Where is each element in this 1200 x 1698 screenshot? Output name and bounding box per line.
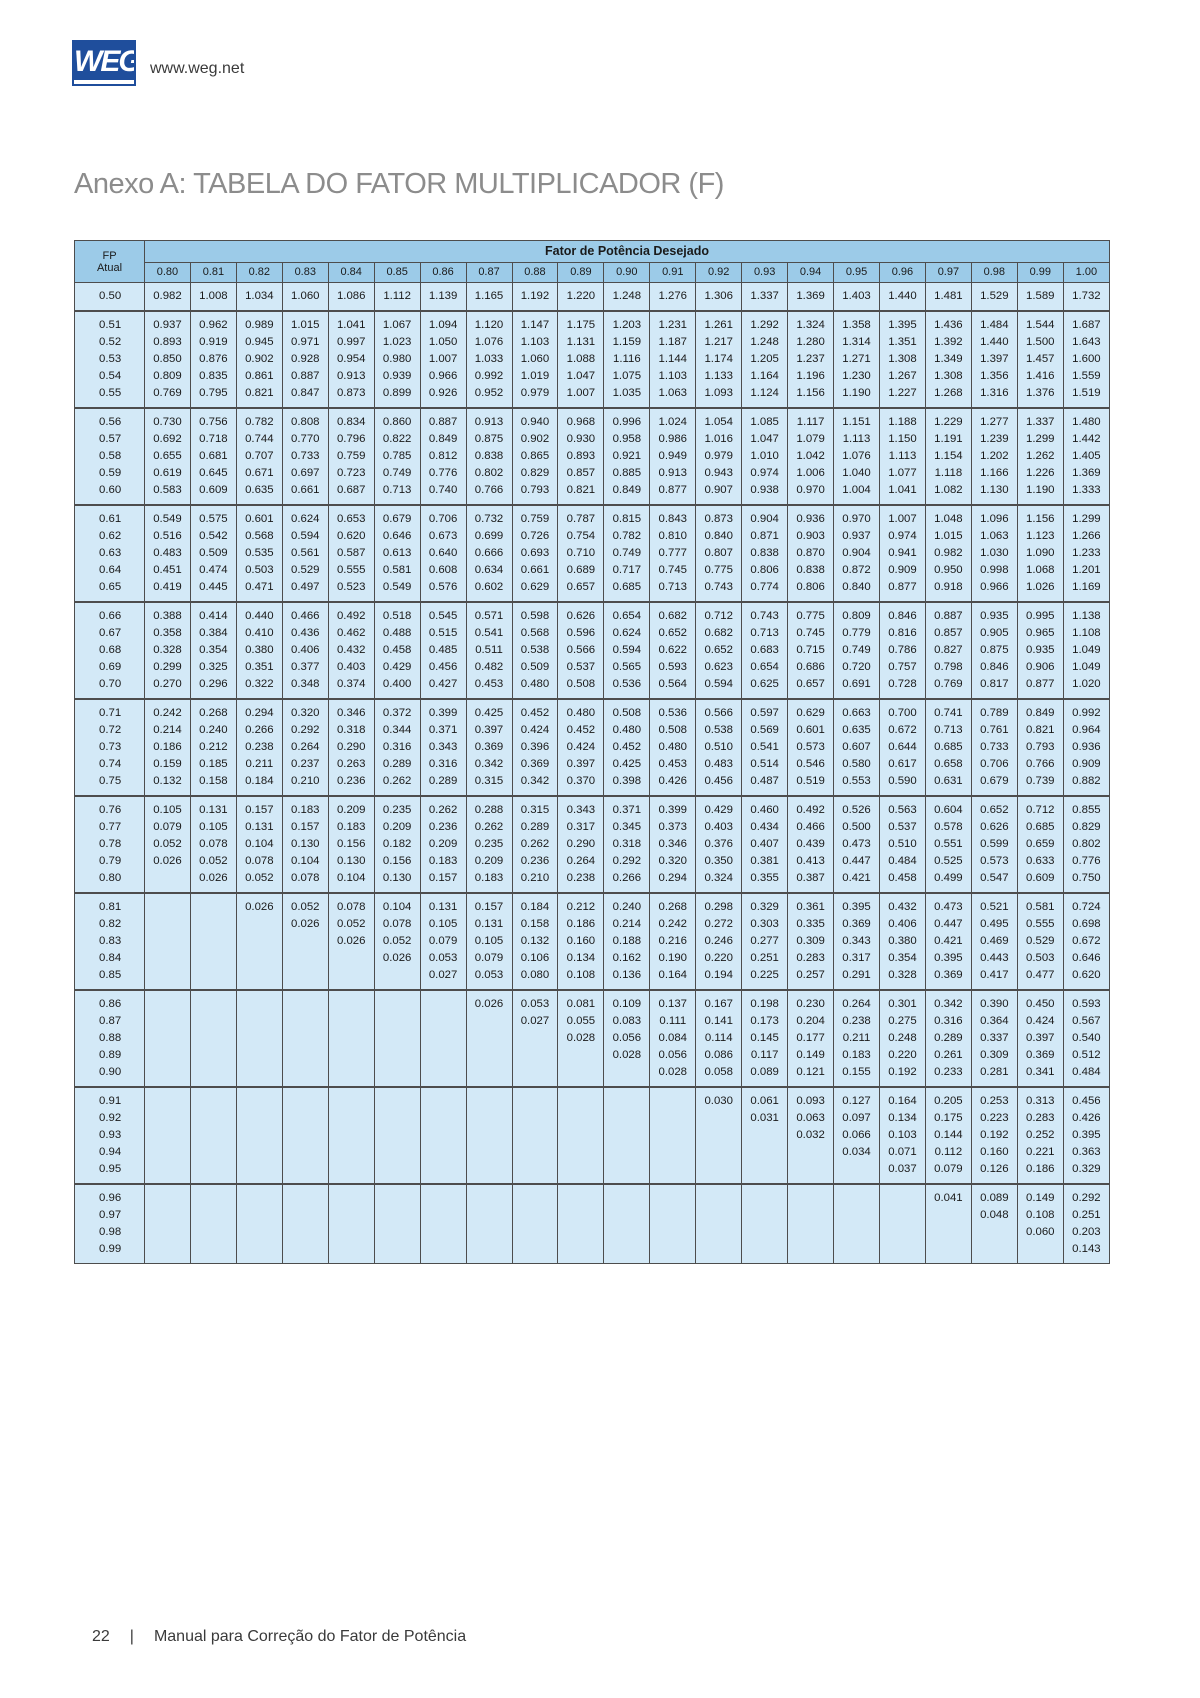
factor-cell: 0.429 0.403 0.376 0.350 0.324 — [696, 796, 742, 893]
factor-cell: 0.545 0.515 0.485 0.456 0.427 — [420, 602, 466, 699]
factor-cell: 0.093 0.063 0.032 — [788, 1087, 834, 1184]
factor-cell — [328, 990, 374, 1087]
factor-cell: 1.358 1.314 1.271 1.230 1.190 — [834, 311, 880, 408]
column-header: 0.98 — [971, 262, 1017, 282]
column-header: 0.86 — [420, 262, 466, 282]
factor-cell: 0.104 0.078 0.052 0.026 — [374, 893, 420, 990]
factor-cell: 1.188 1.150 1.113 1.077 1.041 — [880, 408, 926, 505]
factor-cell — [696, 1184, 742, 1264]
factor-cell: 0.371 0.345 0.318 0.292 0.266 — [604, 796, 650, 893]
factor-cell: 0.604 0.578 0.551 0.525 0.499 — [925, 796, 971, 893]
factor-cell: 0.315 0.289 0.262 0.236 0.210 — [512, 796, 558, 893]
factor-cell: 1.306 — [696, 282, 742, 311]
table-row-group — [75, 282, 1110, 311]
table-row-group — [75, 602, 1110, 699]
factor-cell — [145, 1087, 191, 1184]
fp-header-line2: Atual — [75, 262, 145, 282]
factor-cell: 0.452 0.424 0.396 0.369 0.342 — [512, 699, 558, 796]
factor-cell: 0.480 0.452 0.424 0.397 0.370 — [558, 699, 604, 796]
factor-cell: 1.008 — [190, 282, 236, 311]
factor-cell: 0.936 0.903 0.870 0.838 0.806 — [788, 505, 834, 602]
factor-cell: 0.030 — [696, 1087, 742, 1184]
factor-cell: 0.575 0.542 0.509 0.474 0.445 — [190, 505, 236, 602]
factor-cell — [466, 1087, 512, 1184]
factor-cell: 1.067 1.023 0.980 0.939 0.899 — [374, 311, 420, 408]
factor-cell — [190, 1087, 236, 1184]
factor-cell: 0.081 0.055 0.028 — [558, 990, 604, 1087]
factor-cell: 0.399 0.371 0.343 0.316 0.289 — [420, 699, 466, 796]
factor-cell — [282, 1184, 328, 1264]
factor-cell: 1.192 — [512, 282, 558, 311]
factor-cell: 0.679 0.646 0.613 0.581 0.549 — [374, 505, 420, 602]
factor-cell: 1.732 — [1063, 282, 1109, 311]
factor-cell: 0.597 0.569 0.541 0.514 0.487 — [742, 699, 788, 796]
factor-cell: 1.440 — [880, 282, 926, 311]
factor-cell: 0.041 — [925, 1184, 971, 1264]
column-header: 0.92 — [696, 262, 742, 282]
document-title: Manual para Correção do Fator de Potência — [153, 1628, 467, 1645]
factor-cell: 0.629 0.601 0.573 0.546 0.519 — [788, 699, 834, 796]
current-fp-cell: 0.76 0.77 0.78 0.79 0.80 — [75, 796, 145, 893]
factor-cell: 0.361 0.335 0.309 0.283 0.257 — [788, 893, 834, 990]
factor-cell: 0.849 0.821 0.793 0.766 0.739 — [1017, 699, 1063, 796]
factor-cell: 0.860 0.822 0.785 0.749 0.713 — [374, 408, 420, 505]
factor-cell: 0.466 0.436 0.406 0.377 0.348 — [282, 602, 328, 699]
factor-cell — [742, 1184, 788, 1264]
factor-cell: 0.450 0.424 0.397 0.369 0.341 — [1017, 990, 1063, 1087]
factor-cell: 0.492 0.462 0.432 0.403 0.374 — [328, 602, 374, 699]
factor-cell: 0.388 0.358 0.328 0.299 0.270 — [145, 602, 191, 699]
factor-cell: 1.024 0.986 0.949 0.913 0.877 — [650, 408, 696, 505]
factor-cell: 1.231 1.187 1.144 1.103 1.063 — [650, 311, 696, 408]
factor-cell: 0.593 0.567 0.540 0.512 0.484 — [1063, 990, 1109, 1087]
factor-cell: 1.687 1.643 1.600 1.559 1.519 — [1063, 311, 1109, 408]
factor-cell: 0.053 0.027 — [512, 990, 558, 1087]
factor-cell: 1.337 — [742, 282, 788, 311]
factor-cell — [190, 1184, 236, 1264]
factor-cell — [145, 1184, 191, 1264]
factor-cell: 0.855 0.829 0.802 0.776 0.750 — [1063, 796, 1109, 893]
factor-cell: 0.581 0.555 0.529 0.503 0.477 — [1017, 893, 1063, 990]
current-fp-cell: 0.96 0.97 0.98 0.99 — [75, 1184, 145, 1264]
factor-cell: 0.732 0.699 0.666 0.634 0.602 — [466, 505, 512, 602]
factor-cell: 0.834 0.796 0.759 0.723 0.687 — [328, 408, 374, 505]
factor-cell: 0.432 0.406 0.380 0.354 0.328 — [880, 893, 926, 990]
current-fp-cell: 0.86 0.87 0.88 0.89 0.90 — [75, 990, 145, 1087]
column-header: 0.93 — [742, 262, 788, 282]
current-fp-cell: 0.61 0.62 0.63 0.64 0.65 — [75, 505, 145, 602]
factor-cell: 0.209 0.183 0.156 0.130 0.104 — [328, 796, 374, 893]
factor-cell: 1.151 1.113 1.076 1.040 1.004 — [834, 408, 880, 505]
factor-cell — [880, 1184, 926, 1264]
factor-cell: 0.789 0.761 0.733 0.706 0.679 — [971, 699, 1017, 796]
factor-cell: 0.149 0.108 0.060 — [1017, 1184, 1063, 1264]
factor-cell: 0.292 0.251 0.203 0.143 — [1063, 1184, 1109, 1264]
page-title: Anexo A: TABELA DO FATOR MULTIPLICADOR (F) — [74, 168, 724, 200]
factor-cell: 0.626 0.596 0.566 0.537 0.508 — [558, 602, 604, 699]
factor-cell: 0.268 0.240 0.212 0.185 0.158 — [190, 699, 236, 796]
column-header: 0.88 — [512, 262, 558, 282]
factor-cell: 1.436 1.392 1.349 1.308 1.268 — [925, 311, 971, 408]
factor-cell — [512, 1184, 558, 1264]
factor-cell: 1.403 — [834, 282, 880, 311]
factor-cell: 1.484 1.440 1.397 1.356 1.316 — [971, 311, 1017, 408]
factor-cell — [420, 1184, 466, 1264]
factor-cell: 1.175 1.131 1.088 1.047 1.007 — [558, 311, 604, 408]
factor-cell: 0.937 0.893 0.850 0.809 0.769 — [145, 311, 191, 408]
factor-cell: 0.913 0.875 0.838 0.802 0.766 — [466, 408, 512, 505]
factor-cell — [650, 1087, 696, 1184]
table-row-group — [75, 1184, 1110, 1264]
factor-cell: 1.041 0.997 0.954 0.913 0.873 — [328, 311, 374, 408]
factor-cell: 1.369 — [788, 282, 834, 311]
factor-cell: 1.060 — [282, 282, 328, 311]
factor-cell: 0.995 0.965 0.935 0.906 0.877 — [1017, 602, 1063, 699]
desired-power-factor-header: Fator de Potência Desejado — [145, 241, 1110, 263]
factor-cell: 0.508 0.480 0.452 0.425 0.398 — [604, 699, 650, 796]
factor-cell: 0.682 0.652 0.622 0.593 0.564 — [650, 602, 696, 699]
factor-cell: 0.372 0.344 0.316 0.289 0.262 — [374, 699, 420, 796]
factor-cell — [604, 1184, 650, 1264]
factor-cell: 0.712 0.682 0.652 0.623 0.594 — [696, 602, 742, 699]
factor-cell: 0.253 0.223 0.192 0.160 0.126 — [971, 1087, 1017, 1184]
factor-cell: 1.096 1.063 1.030 0.998 0.966 — [971, 505, 1017, 602]
factor-cell: 0.212 0.186 0.160 0.134 0.108 — [558, 893, 604, 990]
factor-cell: 0.652 0.626 0.599 0.573 0.547 — [971, 796, 1017, 893]
factor-cell: 0.109 0.083 0.056 0.028 — [604, 990, 650, 1087]
factor-cell — [374, 1087, 420, 1184]
factor-cell: 1.112 — [374, 282, 420, 311]
column-header: 0.91 — [650, 262, 696, 282]
factor-cell — [374, 1184, 420, 1264]
factor-cell: 0.549 0.516 0.483 0.451 0.419 — [145, 505, 191, 602]
factor-cell: 0.230 0.204 0.177 0.149 0.121 — [788, 990, 834, 1087]
factor-cell — [236, 1184, 282, 1264]
factor-cell: 0.970 0.937 0.904 0.872 0.840 — [834, 505, 880, 602]
factor-cell: 0.167 0.141 0.114 0.086 0.058 — [696, 990, 742, 1087]
column-header: 0.96 — [880, 262, 926, 282]
factor-cell: 0.968 0.930 0.893 0.857 0.821 — [558, 408, 604, 505]
weg-logo: WEG — [74, 42, 134, 84]
factor-cell — [466, 1184, 512, 1264]
factor-cell: 0.935 0.905 0.875 0.846 0.817 — [971, 602, 1017, 699]
factor-cell: 0.157 0.131 0.105 0.079 0.053 — [466, 893, 512, 990]
factor-cell — [420, 990, 466, 1087]
factor-cell — [190, 990, 236, 1087]
factor-cell: 0.131 0.105 0.078 0.052 0.026 — [190, 796, 236, 893]
factor-cell: 0.904 0.871 0.838 0.806 0.774 — [742, 505, 788, 602]
factor-cell: 0.205 0.175 0.144 0.112 0.079 — [925, 1087, 971, 1184]
factor-cell: 0.653 0.620 0.587 0.555 0.523 — [328, 505, 374, 602]
factor-cell: 0.298 0.272 0.246 0.220 0.194 — [696, 893, 742, 990]
factor-cell — [604, 1087, 650, 1184]
factor-cell: 0.414 0.384 0.354 0.325 0.296 — [190, 602, 236, 699]
column-header: 0.99 — [1017, 262, 1063, 282]
factor-cell: 0.526 0.500 0.473 0.447 0.421 — [834, 796, 880, 893]
factor-cell: 0.235 0.209 0.182 0.156 0.130 — [374, 796, 420, 893]
factor-cell: 1.203 1.159 1.116 1.075 1.035 — [604, 311, 650, 408]
factor-cell: 0.815 0.782 0.749 0.717 0.685 — [604, 505, 650, 602]
factor-cell: 0.268 0.242 0.216 0.190 0.164 — [650, 893, 696, 990]
factor-cell: 0.741 0.713 0.685 0.658 0.631 — [925, 699, 971, 796]
table-row-group — [75, 505, 1110, 602]
factor-cell — [788, 1184, 834, 1264]
factor-cell: 0.756 0.718 0.681 0.645 0.609 — [190, 408, 236, 505]
factor-cell: 0.598 0.568 0.538 0.509 0.480 — [512, 602, 558, 699]
column-header: 0.94 — [788, 262, 834, 282]
factor-cell — [282, 990, 328, 1087]
factor-cell: 0.329 0.303 0.277 0.251 0.225 — [742, 893, 788, 990]
factor-cell: 0.026 — [466, 990, 512, 1087]
factor-cell: 1.054 1.016 0.979 0.943 0.907 — [696, 408, 742, 505]
factor-cell: 0.571 0.541 0.511 0.482 0.453 — [466, 602, 512, 699]
factor-cell: 0.996 0.958 0.921 0.885 0.849 — [604, 408, 650, 505]
factor-cell: 0.425 0.397 0.369 0.342 0.315 — [466, 699, 512, 796]
factor-cell: 1.034 — [236, 282, 282, 311]
factor-cell: 1.120 1.076 1.033 0.992 0.952 — [466, 311, 512, 408]
page-number: 22 — [92, 1628, 110, 1645]
factor-cell: 0.183 0.157 0.130 0.104 0.078 — [282, 796, 328, 893]
factor-cell: 0.563 0.537 0.510 0.484 0.458 — [880, 796, 926, 893]
factor-cell: 0.654 0.624 0.594 0.565 0.536 — [604, 602, 650, 699]
factor-cell — [420, 1087, 466, 1184]
factor-cell — [236, 990, 282, 1087]
column-header: 0.80 — [145, 262, 191, 282]
factor-cell: 0.301 0.275 0.248 0.220 0.192 — [880, 990, 926, 1087]
current-fp-cell: 0.50 — [75, 282, 145, 311]
factor-cell: 1.324 1.280 1.237 1.196 1.156 — [788, 311, 834, 408]
factor-cell: 0.743 0.713 0.683 0.654 0.625 — [742, 602, 788, 699]
factor-cell — [328, 1087, 374, 1184]
factor-cell: 1.220 — [558, 282, 604, 311]
factor-cell: 0.846 0.816 0.786 0.757 0.728 — [880, 602, 926, 699]
column-header: 0.85 — [374, 262, 420, 282]
factor-cell: 0.566 0.538 0.510 0.483 0.456 — [696, 699, 742, 796]
factor-cell: 0.157 0.131 0.104 0.078 0.052 — [236, 796, 282, 893]
factor-cell: 1.094 1.050 1.007 0.966 0.926 — [420, 311, 466, 408]
factor-cell: 1.480 1.442 1.405 1.369 1.333 — [1063, 408, 1109, 505]
factor-cell: 0.624 0.594 0.561 0.529 0.497 — [282, 505, 328, 602]
factor-cell: 1.299 1.266 1.233 1.201 1.169 — [1063, 505, 1109, 602]
factor-cell: 0.782 0.744 0.707 0.671 0.635 — [236, 408, 282, 505]
column-header: 0.82 — [236, 262, 282, 282]
factor-cell: 1.292 1.248 1.205 1.164 1.124 — [742, 311, 788, 408]
factor-cell: 0.521 0.495 0.469 0.443 0.417 — [971, 893, 1017, 990]
factor-cell: 1.481 — [925, 282, 971, 311]
factor-cell: 0.288 0.262 0.235 0.209 0.183 — [466, 796, 512, 893]
factor-cell: 0.887 0.849 0.812 0.776 0.740 — [420, 408, 466, 505]
factor-cell: 1.138 1.108 1.049 1.049 1.020 — [1063, 602, 1109, 699]
factor-cell: 0.313 0.283 0.252 0.221 0.186 — [1017, 1087, 1063, 1184]
factor-cell — [145, 990, 191, 1087]
factor-cell: 1.165 — [466, 282, 512, 311]
column-header: 0.83 — [282, 262, 328, 282]
column-header: 0.84 — [328, 262, 374, 282]
factor-cell: 0.982 — [145, 282, 191, 311]
factor-cell: 1.395 1.351 1.308 1.267 1.227 — [880, 311, 926, 408]
column-header: 0.89 — [558, 262, 604, 282]
factor-cell: 0.127 0.097 0.066 0.034 — [834, 1087, 880, 1184]
factor-cell: 0.078 0.052 0.026 — [328, 893, 374, 990]
factor-cell: 0.775 0.745 0.715 0.686 0.657 — [788, 602, 834, 699]
factor-cell: 0.198 0.173 0.145 0.117 0.089 — [742, 990, 788, 1087]
factor-cell: 0.724 0.698 0.672 0.646 0.620 — [1063, 893, 1109, 990]
factor-cell — [236, 1087, 282, 1184]
factor-cell: 0.242 0.214 0.186 0.159 0.132 — [145, 699, 191, 796]
current-fp-cell: 0.66 0.67 0.68 0.69 0.70 — [75, 602, 145, 699]
factor-cell: 0.759 0.726 0.693 0.661 0.629 — [512, 505, 558, 602]
factor-cell: 0.346 0.318 0.290 0.263 0.236 — [328, 699, 374, 796]
factor-cell — [558, 1184, 604, 1264]
factor-cell: 1.248 — [604, 282, 650, 311]
table-row-group — [75, 699, 1110, 796]
factor-cell: 0.131 0.105 0.079 0.053 0.027 — [420, 893, 466, 990]
factor-cell: 0.730 0.692 0.655 0.619 0.583 — [145, 408, 191, 505]
factor-cell: 0.843 0.810 0.777 0.745 0.713 — [650, 505, 696, 602]
factor-cell: 1.147 1.103 1.060 1.019 0.979 — [512, 311, 558, 408]
current-fp-cell: 0.51 0.52 0.53 0.54 0.55 — [75, 311, 145, 408]
factor-cell: 1.337 1.299 1.262 1.226 1.190 — [1017, 408, 1063, 505]
factor-cell: 0.395 0.369 0.343 0.317 0.291 — [834, 893, 880, 990]
column-header: 0.87 — [466, 262, 512, 282]
factor-cell: 0.440 0.410 0.380 0.351 0.322 — [236, 602, 282, 699]
table-row-group — [75, 990, 1110, 1087]
table-row-group — [75, 893, 1110, 990]
factor-cell: 1.139 — [420, 282, 466, 311]
factor-cell: 0.473 0.447 0.421 0.395 0.369 — [925, 893, 971, 990]
factor-cell: 1.156 1.123 1.090 1.068 1.026 — [1017, 505, 1063, 602]
column-header: 1.00 — [1063, 262, 1109, 282]
footer-separator: | — [129, 1628, 134, 1645]
factor-cell: 0.601 0.568 0.535 0.503 0.471 — [236, 505, 282, 602]
table-row-group — [75, 1087, 1110, 1184]
table-row-group — [75, 311, 1110, 408]
factor-cell: 1.229 1.191 1.154 1.118 1.082 — [925, 408, 971, 505]
current-fp-cell: 0.71 0.72 0.73 0.74 0.75 — [75, 699, 145, 796]
factor-cell: 0.026 — [236, 893, 282, 990]
factor-cell: 0.390 0.364 0.337 0.309 0.281 — [971, 990, 1017, 1087]
factor-cell: 1.085 1.047 1.010 0.974 0.938 — [742, 408, 788, 505]
factor-cell: 0.240 0.214 0.188 0.162 0.136 — [604, 893, 650, 990]
factor-cell: 1.589 — [1017, 282, 1063, 311]
multiplier-factor-table-container — [74, 240, 1110, 1264]
factor-cell: 0.264 0.238 0.211 0.183 0.155 — [834, 990, 880, 1087]
factor-cell: 1.007 0.974 0.941 0.909 0.877 — [880, 505, 926, 602]
factor-cell: 0.962 0.919 0.876 0.835 0.795 — [190, 311, 236, 408]
factor-cell: 0.706 0.673 0.640 0.608 0.576 — [420, 505, 466, 602]
website-url[interactable]: www.weg.net — [150, 60, 245, 77]
factor-cell: 0.712 0.685 0.659 0.633 0.609 — [1017, 796, 1063, 893]
factor-cell: 0.105 0.079 0.052 0.026 — [145, 796, 191, 893]
factor-cell: 1.048 1.015 0.982 0.950 0.918 — [925, 505, 971, 602]
factor-cell: 0.809 0.779 0.749 0.720 0.691 — [834, 602, 880, 699]
factor-cell: 0.940 0.902 0.865 0.829 0.793 — [512, 408, 558, 505]
factor-cell: 0.518 0.488 0.458 0.429 0.400 — [374, 602, 420, 699]
factor-cell — [558, 1087, 604, 1184]
table-row-group — [75, 796, 1110, 893]
factor-cell: 0.399 0.373 0.346 0.320 0.294 — [650, 796, 696, 893]
factor-cell: 0.089 0.048 — [971, 1184, 1017, 1264]
factor-cell: 0.992 0.964 0.936 0.909 0.882 — [1063, 699, 1109, 796]
factor-cell — [834, 1184, 880, 1264]
factor-cell: 1.117 1.079 1.042 1.006 0.970 — [788, 408, 834, 505]
factor-cell: 1.544 1.500 1.457 1.416 1.376 — [1017, 311, 1063, 408]
factor-cell: 1.276 — [650, 282, 696, 311]
page-footer — [92, 1628, 466, 1646]
factor-cell — [328, 1184, 374, 1264]
factor-cell — [282, 1087, 328, 1184]
factor-cell — [190, 893, 236, 990]
column-header: 0.95 — [834, 262, 880, 282]
multiplier-factor-table — [74, 240, 1110, 1264]
factor-cell: 0.873 0.840 0.807 0.775 0.743 — [696, 505, 742, 602]
factor-cell: 0.061 0.031 — [742, 1087, 788, 1184]
fp-header-line1: FP — [75, 241, 145, 263]
factor-cell: 0.536 0.508 0.480 0.453 0.426 — [650, 699, 696, 796]
factor-cell: 0.294 0.266 0.238 0.211 0.184 — [236, 699, 282, 796]
column-header: 0.81 — [190, 262, 236, 282]
factor-cell: 0.887 0.857 0.827 0.798 0.769 — [925, 602, 971, 699]
factor-cell: 0.700 0.672 0.644 0.617 0.590 — [880, 699, 926, 796]
factor-cell: 0.137 0.111 0.084 0.056 0.028 — [650, 990, 696, 1087]
factor-cell — [145, 893, 191, 990]
factor-cell: 0.456 0.426 0.395 0.363 0.329 — [1063, 1087, 1109, 1184]
factor-cell: 0.320 0.292 0.264 0.237 0.210 — [282, 699, 328, 796]
factor-cell: 1.261 1.217 1.174 1.133 1.093 — [696, 311, 742, 408]
factor-cell: 0.787 0.754 0.710 0.689 0.657 — [558, 505, 604, 602]
column-header: 0.97 — [925, 262, 971, 282]
column-header: 0.90 — [604, 262, 650, 282]
factor-cell: 0.343 0.317 0.290 0.264 0.238 — [558, 796, 604, 893]
factor-cell: 0.808 0.770 0.733 0.697 0.661 — [282, 408, 328, 505]
table-row-group — [75, 408, 1110, 505]
factor-cell: 0.052 0.026 — [282, 893, 328, 990]
factor-cell: 1.529 — [971, 282, 1017, 311]
factor-cell — [374, 990, 420, 1087]
factor-cell: 0.342 0.316 0.289 0.261 0.233 — [925, 990, 971, 1087]
factor-cell: 0.492 0.466 0.439 0.413 0.387 — [788, 796, 834, 893]
factor-cell: 1.086 — [328, 282, 374, 311]
factor-cell: 0.663 0.635 0.607 0.580 0.553 — [834, 699, 880, 796]
current-fp-cell: 0.91 0.92 0.93 0.94 0.95 — [75, 1087, 145, 1184]
factor-cell: 1.015 0.971 0.928 0.887 0.847 — [282, 311, 328, 408]
factor-cell — [512, 1087, 558, 1184]
current-fp-cell: 0.81 0.82 0.83 0.84 0.85 — [75, 893, 145, 990]
factor-cell: 0.262 0.236 0.209 0.183 0.157 — [420, 796, 466, 893]
factor-cell: 0.989 0.945 0.902 0.861 0.821 — [236, 311, 282, 408]
factor-cell: 0.184 0.158 0.132 0.106 0.080 — [512, 893, 558, 990]
factor-cell: 1.277 1.239 1.202 1.166 1.130 — [971, 408, 1017, 505]
factor-cell: 0.164 0.134 0.103 0.071 0.037 — [880, 1087, 926, 1184]
factor-cell: 0.460 0.434 0.407 0.381 0.355 — [742, 796, 788, 893]
current-fp-cell: 0.56 0.57 0.58 0.59 0.60 — [75, 408, 145, 505]
factor-cell — [650, 1184, 696, 1264]
